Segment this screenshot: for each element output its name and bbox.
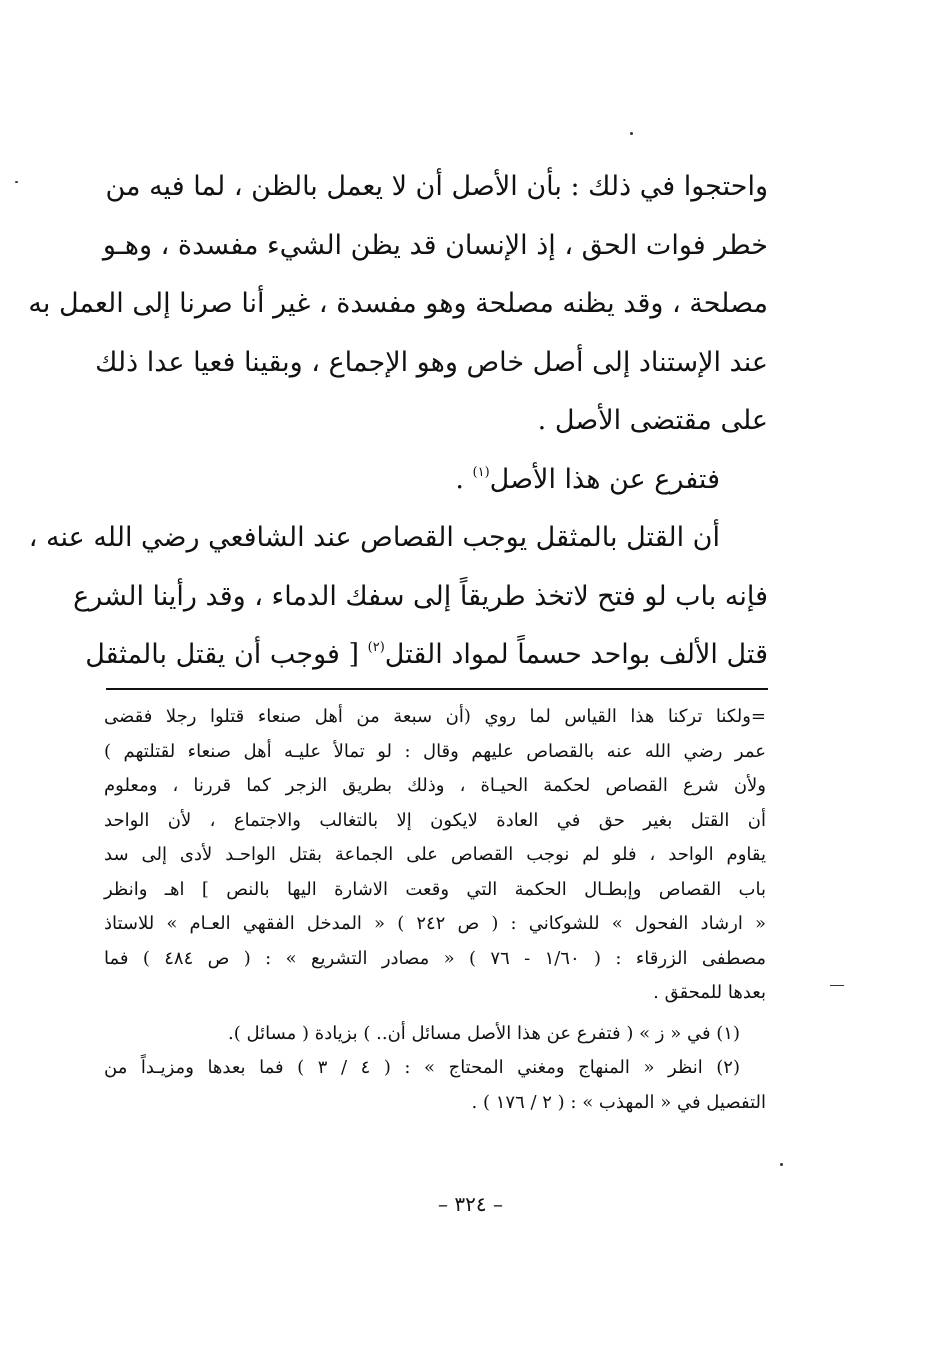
text-line: خطر فوات الحق ، إذ الإنسان قد يظن الشيء مفسدة ، وهـو xyxy=(102,229,768,261)
scan-speck xyxy=(830,985,844,986)
text-line xyxy=(85,626,768,685)
text-line: أن القتل بالمثقل يوجب القصاص عند الشافعي رضي الله عنه ، xyxy=(28,522,720,553)
footnote-continuation-line: يقاوم الواحد ، فلو لم نوجب القصاص على الجماعة بقتل الواحـد لأدى إلى سد xyxy=(104,844,766,865)
footnote-continuation-line: عمر رضي الله عنه بالقصاص عليهم وقال : لو تمالأ عليـه أهل صنعاء لقتلتهم ) xyxy=(104,740,766,762)
footnote-2-line: التفصيل في « المهذب » : ( ٢ / ١٧٦ ) . xyxy=(471,1091,766,1113)
main-text xyxy=(28,158,768,685)
text-line: مصلحة ، وقد يظنه مصلحة وهو مفسدة ، غير أنا صرنا إلى العمل به xyxy=(28,288,768,319)
text-line: فإنه باب لو فتح لاتخذ طريقاً إلى سفك الدماء ، وقد رأينا الشرع xyxy=(73,580,768,612)
footnote-continuation-line: مصطفى الزرقاء : ( ١/٦٠ - ٧٦ ) « مصادر التشريع » : ( ص ٤٨٤ ) فما xyxy=(104,947,766,969)
footnote-2-line: (٢) انظر « المنهاج ومغني المحتاج » : ( ٤ / ٣ ) فما بعدها ومزيـداً من xyxy=(104,1057,740,1078)
text-segment: [ فوجب أن يقتل بالمثقل xyxy=(85,639,368,670)
text-segment: قتل الألف بواحد حسماً لمواد القتل xyxy=(384,639,768,670)
footnote-marker-2: (٢) xyxy=(367,640,385,655)
footnote-continuation-line: بعدها للمحقق . xyxy=(653,982,766,1003)
footnote-continuation-line: =ولكنا تركنا هذا القياس لما روي (أن سبعة من أهل صنعاء قتلوا رجلا فقضى xyxy=(104,706,766,727)
footnote-continuation-line: أن القتل بغير حق في العادة لايكون إلا بالتغالب والاجتماع ، لأن الواحد xyxy=(104,809,766,831)
footnote-separator xyxy=(106,688,768,690)
text-line: واحتجوا في ذلك : بأن الأصل أن لا يعمل بالظن ، لما فيه من xyxy=(105,171,768,202)
footnote-marker-1: (١) xyxy=(472,464,490,480)
footnotes xyxy=(104,700,766,1120)
text-line: عند الإستناد إلى أصل خاص وهو الإجماع ، وبقينا فعيا عدا ذلك xyxy=(95,346,768,378)
section-heading xyxy=(106,451,768,510)
footnote-1: (١) في « ز » ( فتفرع عن هذا الأصل مسائل أن.. ) بزيادة ( مسائل ). xyxy=(228,1022,740,1044)
scan-speck xyxy=(780,1163,783,1166)
footnote-continuation-line: باب القصاص وإبطـال الحكمة التي وقعت الاشارة اليها بالنص ] اهـ وانظر xyxy=(104,878,766,900)
section-heading-text: فتفرع عن هذا الأصل xyxy=(489,463,720,495)
scan-speck xyxy=(630,132,633,135)
heading-period: . xyxy=(455,463,473,495)
text-line: على مقتضى الأصل . xyxy=(537,405,768,436)
page-number: – ٣٢٤ – xyxy=(438,1192,503,1216)
footnote-continuation-line: « ارشاد الفحول » للشوكاني : ( ص ٢٤٢ ) « المدخل الفقهي العـام » للاستاذ xyxy=(104,913,766,934)
footnote-continuation-line: ولأن شرع القصاص لحكمة الحيـاة ، وذلك بطريق الزجر كما قررنا ، ومعلوم xyxy=(104,775,766,796)
scan-speck xyxy=(15,181,18,183)
